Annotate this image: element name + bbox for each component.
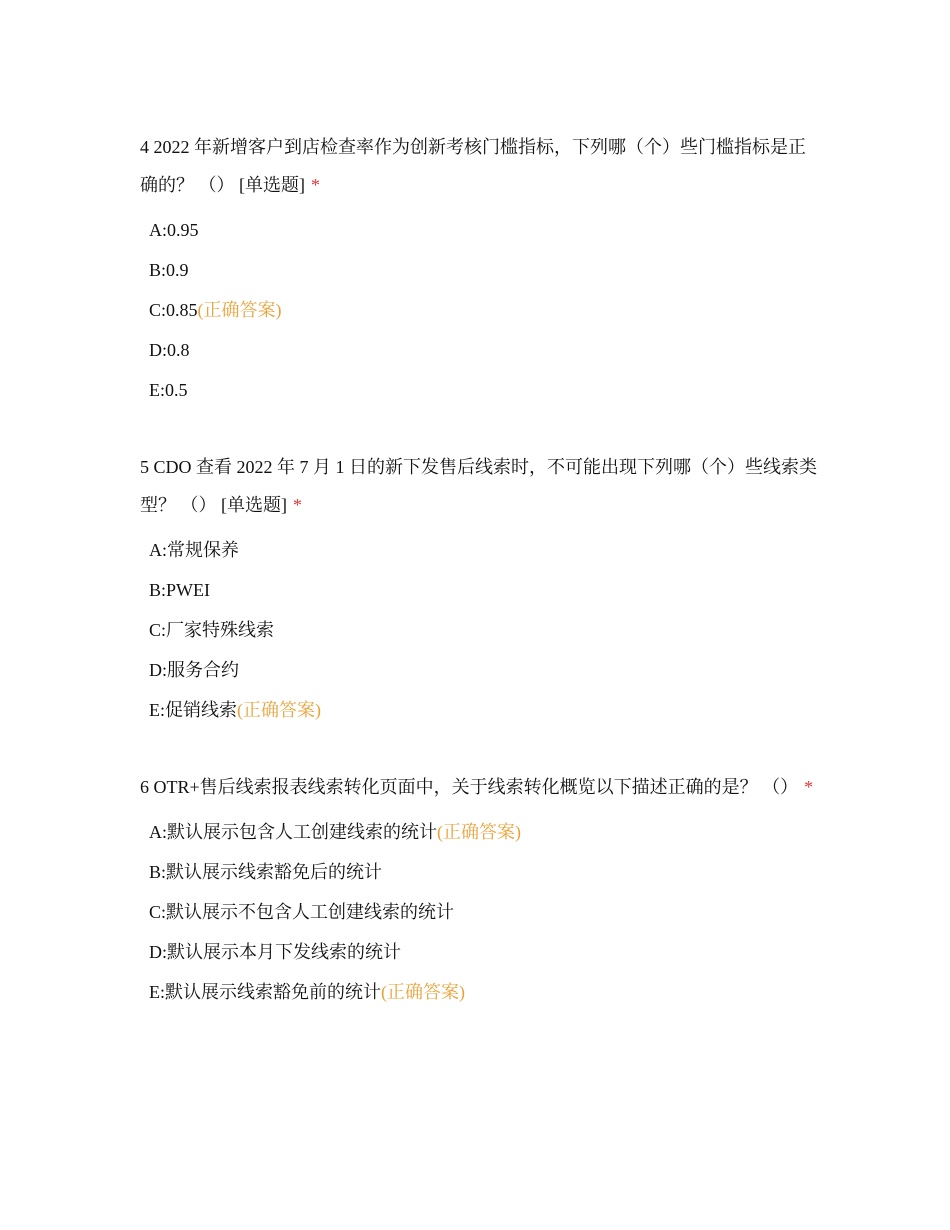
option-d — [149, 932, 820, 972]
question-text — [140, 448, 820, 524]
option-a — [149, 812, 820, 852]
option-e — [149, 972, 820, 1012]
question-5-text: 5 CDO 查看 2022 年 7 月 1 日的新下发售后线索时，不可能出现下列哪（个）些线索类型？ （） [单选题] — [140, 457, 818, 515]
option-d — [149, 650, 820, 690]
option-label: D:服务合约 — [149, 660, 239, 680]
option-label: B:默认展示线索豁免后的统计 — [149, 862, 383, 882]
correct-answer-tag: (正确答案) — [237, 700, 321, 720]
correct-answer-tag: (正确答案) — [197, 300, 282, 320]
question-6-text: 6 OTR+售后线索报表线索转化页面中，关于线索转化概览以下描述正确的是？ （） — [140, 777, 799, 797]
option-label: D:0.8 — [149, 340, 190, 360]
option-label: C:0.85 — [149, 300, 198, 320]
option-label: D:默认展示本月下发线索的统计 — [149, 942, 401, 962]
correct-answer-tag: (正确答案) — [437, 822, 521, 842]
option-label: B:0.9 — [149, 260, 189, 280]
option-label: A:0.95 — [149, 220, 199, 240]
required-mark: * — [293, 495, 302, 515]
question-6 — [140, 768, 820, 1012]
option-label: A:默认展示包含人工创建线索的统计 — [149, 822, 437, 842]
option-label: A:常规保养 — [149, 540, 239, 560]
option-c — [149, 892, 820, 932]
question-4 — [140, 128, 820, 410]
option-a — [149, 210, 820, 250]
options-list — [140, 812, 820, 1012]
option-b — [149, 570, 820, 610]
option-c — [149, 610, 820, 650]
correct-answer-tag: (正确答案) — [381, 982, 465, 1002]
option-c — [149, 290, 820, 330]
option-label: C:默认展示不包含人工创建线索的统计 — [149, 902, 455, 922]
options-list — [140, 530, 820, 730]
option-label: B:PWEI — [149, 580, 210, 600]
option-label: E:促销线索 — [149, 700, 237, 720]
required-mark: * — [804, 777, 814, 797]
option-a — [149, 530, 820, 570]
option-b — [149, 250, 820, 290]
question-text — [140, 128, 820, 204]
option-label: E:默认展示线索豁免前的统计 — [149, 982, 381, 1002]
option-e — [149, 370, 820, 410]
options-list — [140, 210, 820, 410]
question-4-text: 4 2022 年新增客户到店检查率作为创新考核门槛指标，下列哪（个）些门槛指标是正确的？ （） [单选题] — [140, 137, 806, 195]
question-5 — [140, 448, 820, 730]
option-e — [149, 690, 820, 730]
option-label: E:0.5 — [149, 380, 188, 400]
question-text — [140, 768, 820, 806]
required-mark: * — [311, 175, 320, 195]
option-label: C:厂家特殊线索 — [149, 620, 275, 640]
option-b — [149, 852, 820, 892]
option-d — [149, 330, 820, 370]
